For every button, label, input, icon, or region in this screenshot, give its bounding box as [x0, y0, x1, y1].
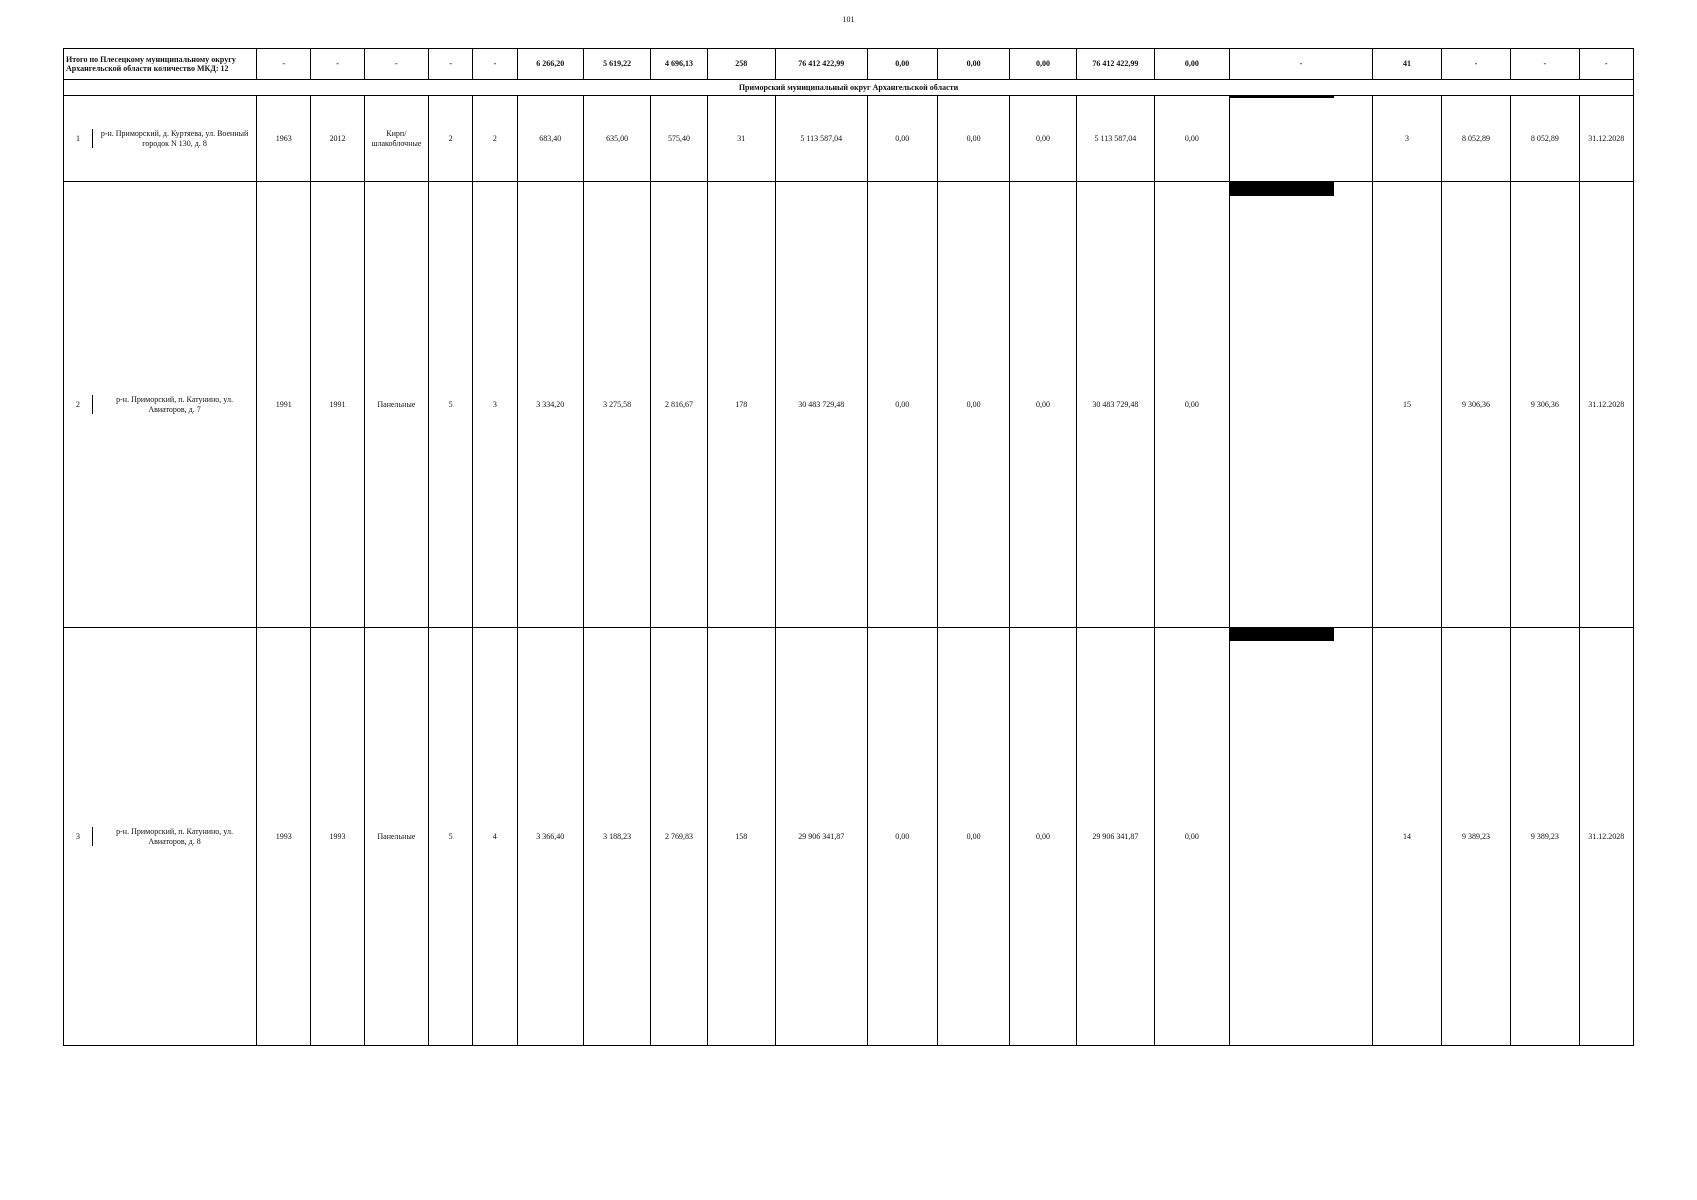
fund-local-cell: 0,00 [1010, 628, 1076, 1046]
address-cell: р-н. Приморский, д. Куртяева, ул. Военный городок N 130, д. 8 [100, 129, 249, 148]
row-number: 1 [64, 129, 93, 147]
floors-cell: 2 [429, 96, 473, 182]
total-row [64, 49, 1634, 80]
table-row [64, 628, 1634, 1046]
address-block [64, 96, 257, 182]
residents-cell: 31 [707, 96, 775, 182]
area-residential-cell: 575,40 [651, 96, 707, 182]
area-total-cell: 683,40 [517, 96, 583, 182]
year-repair-cell: 2012 [311, 96, 364, 182]
row-number: 2 [64, 395, 93, 413]
year-repair-cell: 1993 [311, 628, 364, 1046]
unit-cost-limit-cell: 8 052,89 [1511, 96, 1579, 182]
work-item [1230, 97, 1335, 98]
total-cell: 0,00 [937, 49, 1009, 80]
fund-other-cell: 0,00 [1155, 628, 1229, 1046]
total-cell: 4 696,13 [651, 49, 707, 80]
work-item [1230, 195, 1335, 196]
work-count-cell: 3 [1373, 96, 1441, 182]
fund-owners-cell: 5 113 587,04 [1076, 96, 1154, 182]
fund-federal-cell: 0,00 [867, 182, 937, 628]
district-title: Приморский муниципальный округ Архангельской области [64, 80, 1634, 96]
deadline-cell: 31.12.2028 [1579, 182, 1633, 628]
table-row [64, 182, 1634, 628]
total-label: Итого по Плесецкому муниципальному округу Архангельской области количество МКД: 12 [64, 49, 257, 80]
wall-material-cell: Панельные [364, 628, 428, 1046]
deadline-cell: 31.12.2028 [1579, 628, 1633, 1046]
total-cell: - [364, 49, 428, 80]
unit-cost-cell: 8 052,89 [1441, 96, 1510, 182]
fund-local-cell: 0,00 [1010, 182, 1076, 628]
wall-material-cell: Кирп/ шлакоблочные [364, 96, 428, 182]
residents-cell: 158 [707, 628, 775, 1046]
cost-total-cell: 5 113 587,04 [776, 96, 868, 182]
year-built-cell: 1991 [257, 182, 311, 628]
work-count-cell: 15 [1373, 182, 1441, 628]
total-cell: - [257, 49, 311, 80]
residents-cell: 178 [707, 182, 775, 628]
work-item-label [1233, 97, 1332, 98]
total-cell: 76 412 422,99 [1076, 49, 1154, 80]
floors-cell: 5 [429, 628, 473, 1046]
row-number: 3 [64, 827, 93, 845]
area-premises-cell: 635,00 [583, 96, 650, 182]
total-cell: - [429, 49, 473, 80]
works-list [1230, 628, 1373, 641]
works-cell [1229, 628, 1373, 1046]
fund-other-cell: 0,00 [1155, 96, 1229, 182]
year-repair-cell: 1991 [311, 182, 364, 628]
works-list [1230, 96, 1373, 98]
work-item-label [1233, 640, 1280, 641]
house-rows [64, 96, 1634, 1046]
cost-total-cell: 30 483 729,48 [776, 182, 868, 628]
fund-owners-cell: 30 483 729,48 [1076, 182, 1154, 628]
year-built-cell: 1963 [257, 96, 311, 182]
entrances-cell: 3 [473, 182, 517, 628]
fund-owners-cell: 29 906 341,87 [1076, 628, 1154, 1046]
cost-total-cell: 29 906 341,87 [776, 628, 868, 1046]
works-list [1230, 182, 1373, 196]
works-cell [1229, 182, 1373, 628]
area-total-cell: 3 334,20 [517, 182, 583, 628]
total-cell: 41 [1373, 49, 1441, 80]
address-block [64, 628, 257, 1046]
district-row [64, 80, 1634, 96]
page-number: 101 [842, 15, 855, 24]
year-built-cell: 1993 [257, 628, 311, 1046]
address-cell: р-н. Приморский, п. Катунино, ул. Авиаторов, д. 7 [116, 395, 233, 414]
area-premises-cell: 3 275,58 [583, 182, 650, 628]
capital-repair-table [63, 48, 1634, 1046]
address-block [64, 182, 257, 628]
fund-local-cell: 0,00 [1010, 96, 1076, 182]
fund-regional-cell: 0,00 [937, 96, 1009, 182]
area-total-cell: 3 366,40 [517, 628, 583, 1046]
unit-cost-limit-cell: 9 389,23 [1511, 628, 1579, 1046]
address-cell: р-н. Приморский, п. Катунино, ул. Авиаторов, д. 8 [116, 827, 233, 846]
fund-regional-cell: 0,00 [937, 182, 1009, 628]
entrances-cell: 2 [473, 96, 517, 182]
total-cell: 76 412 422,99 [776, 49, 868, 80]
table-row [64, 96, 1634, 182]
area-residential-cell: 2 816,67 [651, 182, 707, 628]
work-item [1230, 640, 1335, 641]
work-count-cell: 14 [1373, 628, 1441, 1046]
total-cell: 0,00 [1010, 49, 1076, 80]
fund-other-cell: 0,00 [1155, 182, 1229, 628]
total-cell: 5 619,22 [583, 49, 650, 80]
wall-material-cell: Панельные [364, 182, 428, 628]
entrances-cell: 4 [473, 628, 517, 1046]
total-cell: - [1511, 49, 1579, 80]
unit-cost-cell: 9 306,36 [1441, 182, 1510, 628]
total-cell: - [311, 49, 364, 80]
floors-cell: 5 [429, 182, 473, 628]
unit-cost-limit-cell: 9 306,36 [1511, 182, 1579, 628]
area-premises-cell: 3 188,23 [583, 628, 650, 1046]
total-cell: - [1441, 49, 1510, 80]
total-cell: - [1579, 49, 1633, 80]
total-cell: 0,00 [867, 49, 937, 80]
unit-cost-cell: 9 389,23 [1441, 628, 1510, 1046]
fund-federal-cell: 0,00 [867, 628, 937, 1046]
fund-federal-cell: 0,00 [867, 96, 937, 182]
total-cell: - [1229, 49, 1373, 80]
area-residential-cell: 2 769,83 [651, 628, 707, 1046]
work-item-label [1233, 195, 1332, 196]
total-cell: 0,00 [1155, 49, 1229, 80]
total-cell: 6 266,20 [517, 49, 583, 80]
works-cell [1229, 96, 1373, 182]
deadline-cell: 31.12.2028 [1579, 96, 1633, 182]
fund-regional-cell: 0,00 [937, 628, 1009, 1046]
total-cell: - [473, 49, 517, 80]
total-cell: 258 [707, 49, 775, 80]
